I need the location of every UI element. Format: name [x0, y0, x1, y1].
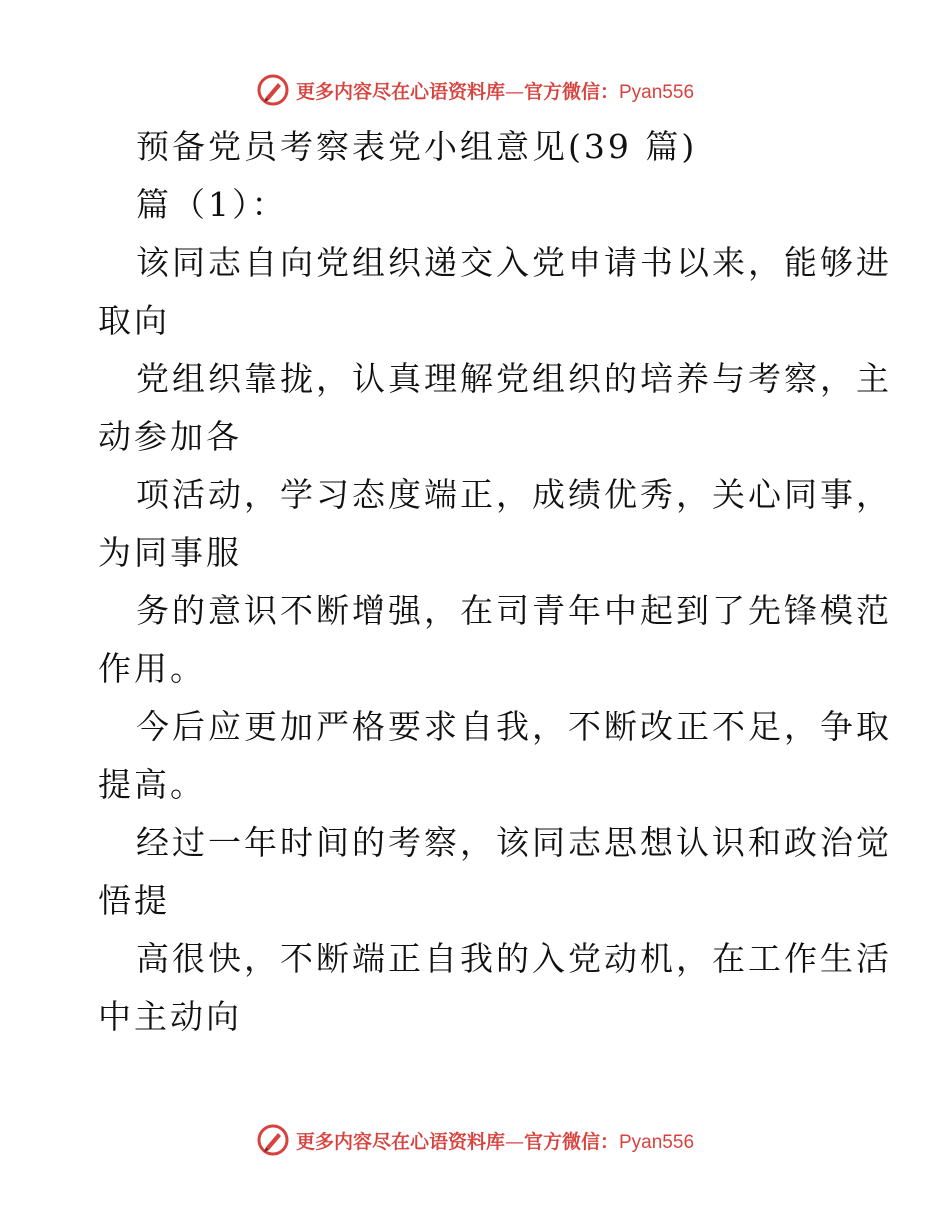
- text-line: 动参加各: [98, 417, 242, 456]
- text-line: 项活动，学习态度端正，成绩优秀，关心同事，: [136, 475, 892, 514]
- watermark-slogan: 更多内容尽在心语资料库: [295, 1130, 505, 1153]
- text-line: 该同志自向党组织递交入党申请书以来，能够进: [136, 243, 892, 282]
- text-line: 悟提: [98, 881, 170, 920]
- text-line: 提高。: [98, 765, 206, 804]
- watermark-account: Pyan556: [619, 81, 695, 103]
- watermark-account: Pyan556: [619, 1131, 695, 1153]
- watermark-suffix: 官方微信：: [523, 80, 619, 103]
- text-line: 中主动向: [98, 997, 242, 1036]
- text-line: 取向: [98, 301, 170, 340]
- text-line: 篇（1）：: [136, 185, 288, 224]
- document-title: 预备党员考察表党小组意见(39 篇): [136, 127, 698, 166]
- text-line: 今后应更加严格要求自我，不断改正不足，争取: [136, 707, 892, 746]
- pen-logo-icon: [256, 73, 290, 107]
- footer-watermark: [0, 1120, 950, 1160]
- watermark-text: [296, 1127, 694, 1154]
- watermark-suffix: 官方微信：: [523, 1130, 619, 1153]
- watermark-group: [256, 73, 694, 107]
- text-line: 务的意识不断增强，在司青年中起到了先锋模范: [136, 591, 892, 630]
- header-watermark: [0, 70, 950, 110]
- watermark-text: [296, 77, 694, 104]
- text-line: 党组织靠拢，认真理解党组织的培养与考察，主: [136, 359, 892, 398]
- pen-logo-icon: [256, 1123, 290, 1157]
- watermark-slogan: 更多内容尽在心语资料库: [295, 80, 505, 103]
- watermark-group: [256, 1123, 694, 1157]
- text-line: 高很快，不断端正自我的入党动机，在工作生活: [136, 939, 892, 978]
- text-line: 为同事服: [98, 533, 242, 572]
- watermark-separator: —: [504, 80, 524, 103]
- text-line: 经过一年时间的考察，该同志思想认识和政治觉: [136, 823, 892, 862]
- watermark-separator: —: [504, 1130, 524, 1153]
- text-line: 作用。: [98, 649, 206, 688]
- document-body: [98, 118, 892, 1046]
